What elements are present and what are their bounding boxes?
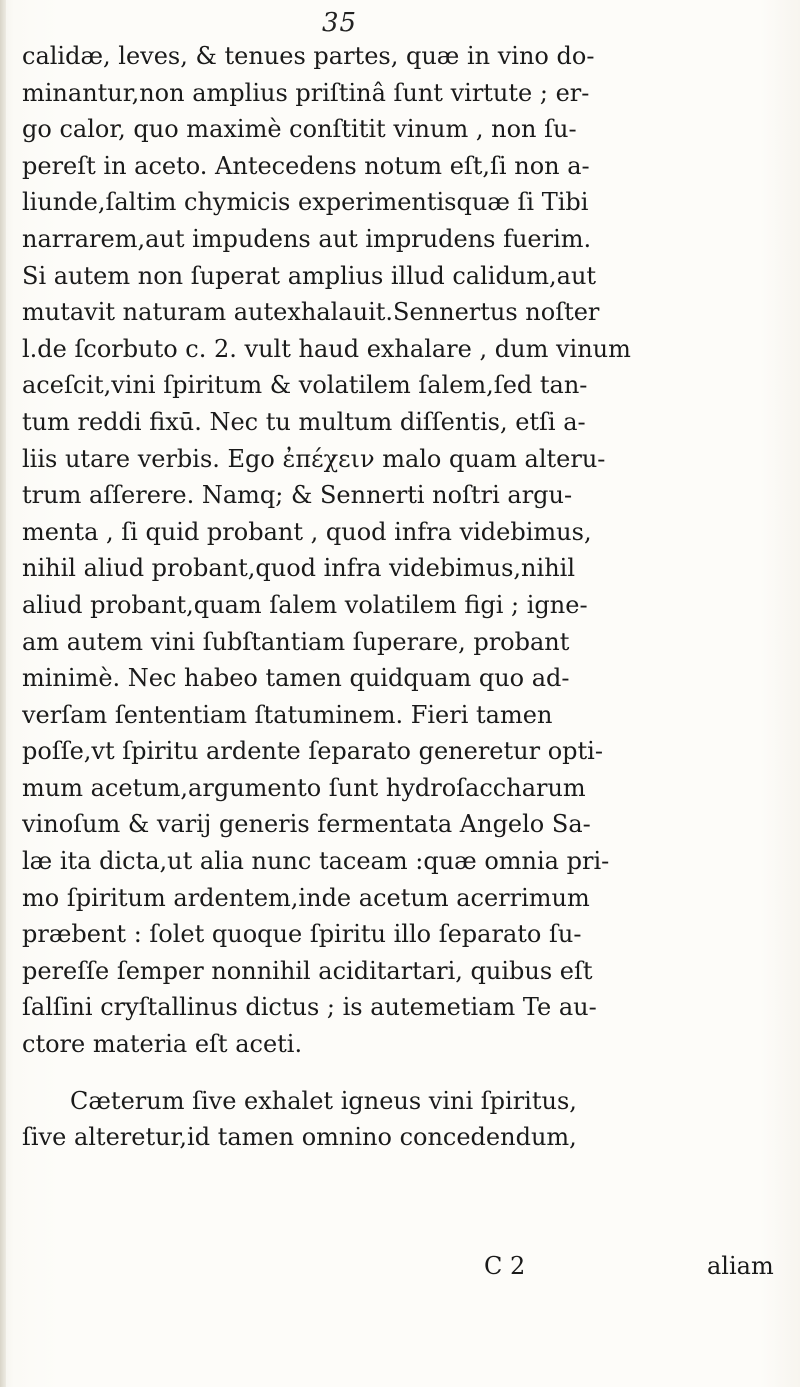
text-line-8: mutavit naturam autexhalauit.Sennertus noſter: [22, 298, 600, 327]
page-number: 35: [322, 8, 358, 38]
text-line-23: læ ita dicta,ut alia nunc taceam :quæ omnia pri-: [22, 847, 610, 876]
body-text: [22, 38, 792, 1156]
text-line-9: l.de ſcorbuto c. 2. vult haud exhalare , dum vinum: [22, 334, 631, 363]
text-line-3: go calor, quo maximè conſtitit vinum , non ſu-: [22, 115, 577, 144]
text-line-29: Cæterum ſive exhalet igneus vini ſpiritus,: [70, 1086, 577, 1115]
text-line-12: liis utare verbis. Ego ἐπέχειν malo quam alteru-: [22, 444, 606, 473]
text-line-26: pereſſe ſemper nonnihil aciditartari, quibus eſt: [22, 956, 593, 985]
catchword: aliam: [707, 1252, 774, 1280]
text-line-25: præbent : ſolet quoque ſpiritu illo ſeparato ſu-: [22, 920, 582, 949]
text-line-18: minimè. Nec habeo tamen quidquam quo ad-: [22, 664, 570, 693]
printer-signature: C 2: [484, 1252, 526, 1280]
text-line-2: minantur,non amplius priſtinâ ſunt virtute ; er-: [22, 78, 590, 107]
text-line-1: calidæ, leves, & tenues partes, quæ in vino do-: [22, 42, 595, 70]
text-line-27: ſalſini cryſtallinus dictus ; is autemetiam Te au-: [22, 993, 597, 1022]
text-line-21: mum acetum,argumento ſunt hydroſaccharum: [22, 773, 586, 802]
text-line-24: mo ſpiritum ardentem,inde acetum acerrimum: [22, 883, 590, 912]
text-line-22: vinoſum & varij generis fermentata Angelo Sa-: [22, 810, 591, 839]
text-line-17: am autem vini ſubſtantiam ſuperare, probant: [22, 627, 570, 656]
binding-edge: [0, 0, 6, 1387]
text-line-30: ſive alteretur,id tamen omnino concedendum,: [22, 1123, 577, 1152]
text-line-5: liunde,ſaltim chymicis experimentisquæ ſi Tibi: [22, 188, 589, 217]
text-line-14: menta , ſi quid probant , quod infra videbimus,: [22, 517, 592, 546]
text-line-28: ctore materia eſt aceti.: [22, 1030, 303, 1059]
text-line-6: narrarem,aut impudens aut imprudens fuerim.: [22, 224, 592, 253]
text-line-10: aceſcit,vini ſpiritum & volatilem ſalem,ſed tan-: [22, 371, 588, 400]
text-line-19: verſam ſententiam ſtatuminem. Fieri tamen: [22, 700, 553, 729]
text-line-20: poſſe,vt ſpiritu ardente ſeparato generetur opti-: [22, 737, 603, 766]
signature-line: [22, 1248, 792, 1284]
text-line-16: aliud probant,quam ſalem volatilem figi ; igne-: [22, 590, 588, 619]
text-line-13: trum aſſerere. Namq; & Sennerti noſtri argu-: [22, 481, 573, 510]
text-line-11: tum reddi fixū. Nec tu multum diſſentis, etſi a-: [22, 407, 586, 436]
text-line-15: nihil aliud probant,quod infra videbimus,nihil: [22, 554, 575, 583]
text-line-4: pereſt in aceto. Antecedens notum eſt,ſi non a-: [22, 151, 590, 180]
text-line-7: Si autem non ſuperat amplius illud calidum,aut: [22, 261, 597, 290]
